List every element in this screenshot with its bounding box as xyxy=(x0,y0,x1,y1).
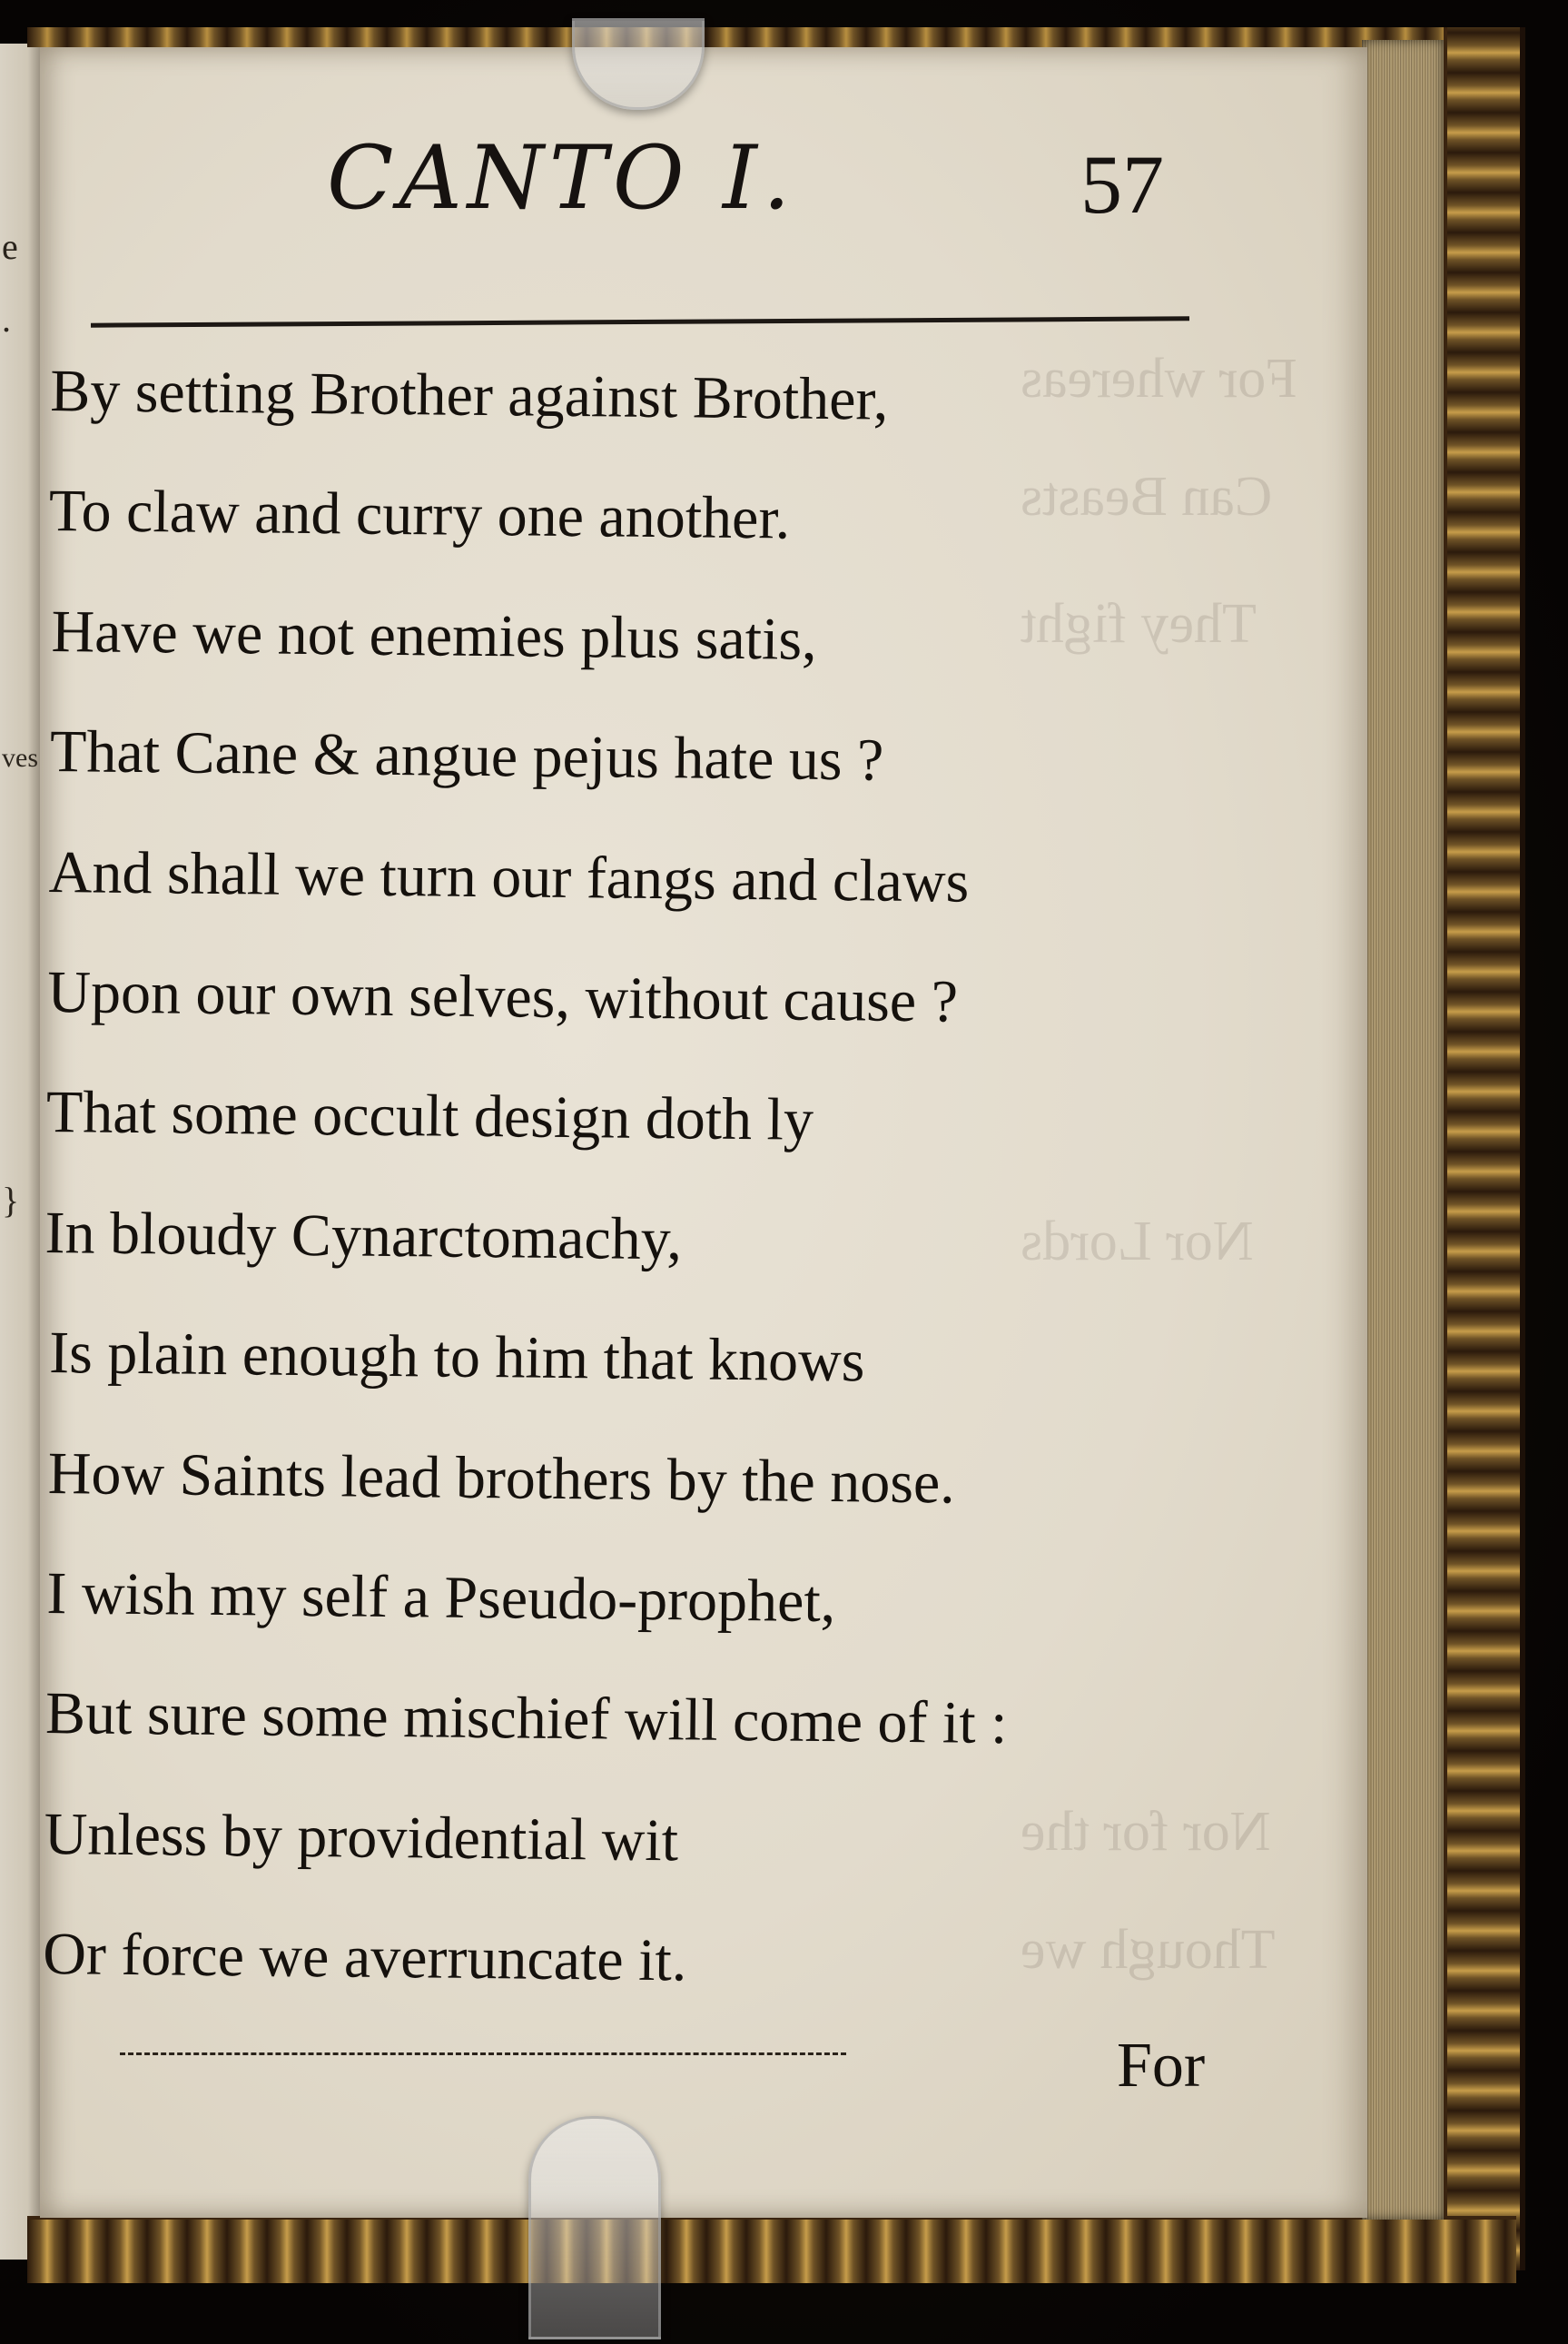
verse-line: Upon our own selves, without cause ? xyxy=(46,958,959,1035)
verse-line: But sure some mischief will come of it : xyxy=(44,1680,1008,1757)
verse-line: Unless by providential wit xyxy=(44,1800,679,1874)
verse-line: By setting Brother against Brother, xyxy=(49,357,889,433)
running-head-title: CANTO I. xyxy=(327,127,796,229)
gilt-page-edges xyxy=(1362,40,1444,2220)
verse-line: To claw and curry one another. xyxy=(48,478,791,552)
tooled-cover-top-edge xyxy=(27,27,1516,47)
show-through-text: For whereas xyxy=(1021,348,1297,410)
page-number: 57 xyxy=(1080,138,1164,231)
verse-line: That some occult design doth ly xyxy=(45,1079,814,1154)
verse-line: Or force we averruncate it. xyxy=(42,1921,687,1994)
left-page-fragment: ves xyxy=(2,743,38,773)
tooled-cover-bottom-edge xyxy=(27,2216,1516,2283)
verse-line: I wish my self a Pseudo-prophet, xyxy=(46,1559,836,1636)
show-through-text: Nor for the xyxy=(1021,1801,1271,1863)
verse-line: In bloudy Cynarctomachy, xyxy=(44,1199,683,1273)
show-through-text: They fight xyxy=(1021,593,1257,655)
show-through-text: Nor Lords xyxy=(1021,1211,1254,1272)
tooled-cover-right-edge xyxy=(1444,27,1525,2270)
verse-line: Have we not enemies plus satis, xyxy=(51,598,818,673)
closing-rule xyxy=(120,2052,846,2055)
verse-line: Is plain enough to him that knows xyxy=(48,1320,865,1395)
verse-block xyxy=(34,331,1022,2025)
catchword: For xyxy=(1117,2031,1206,2101)
verse-line: How Saints lead brothers by the nose. xyxy=(47,1439,956,1517)
show-through-text: Though we xyxy=(1021,1919,1276,1981)
left-page-fragment: e xyxy=(2,226,18,267)
header-rule xyxy=(91,316,1189,327)
show-through-text: Can Beasts xyxy=(1021,466,1273,528)
page-clip-bottom xyxy=(528,2116,661,2339)
left-page-fragment: . xyxy=(2,299,11,340)
verse-line: And shall we turn our fangs and claws xyxy=(48,838,970,915)
left-page-fragment: } xyxy=(2,1180,20,1221)
verse-line: That Cane & angue pejus hate us ? xyxy=(49,718,884,794)
